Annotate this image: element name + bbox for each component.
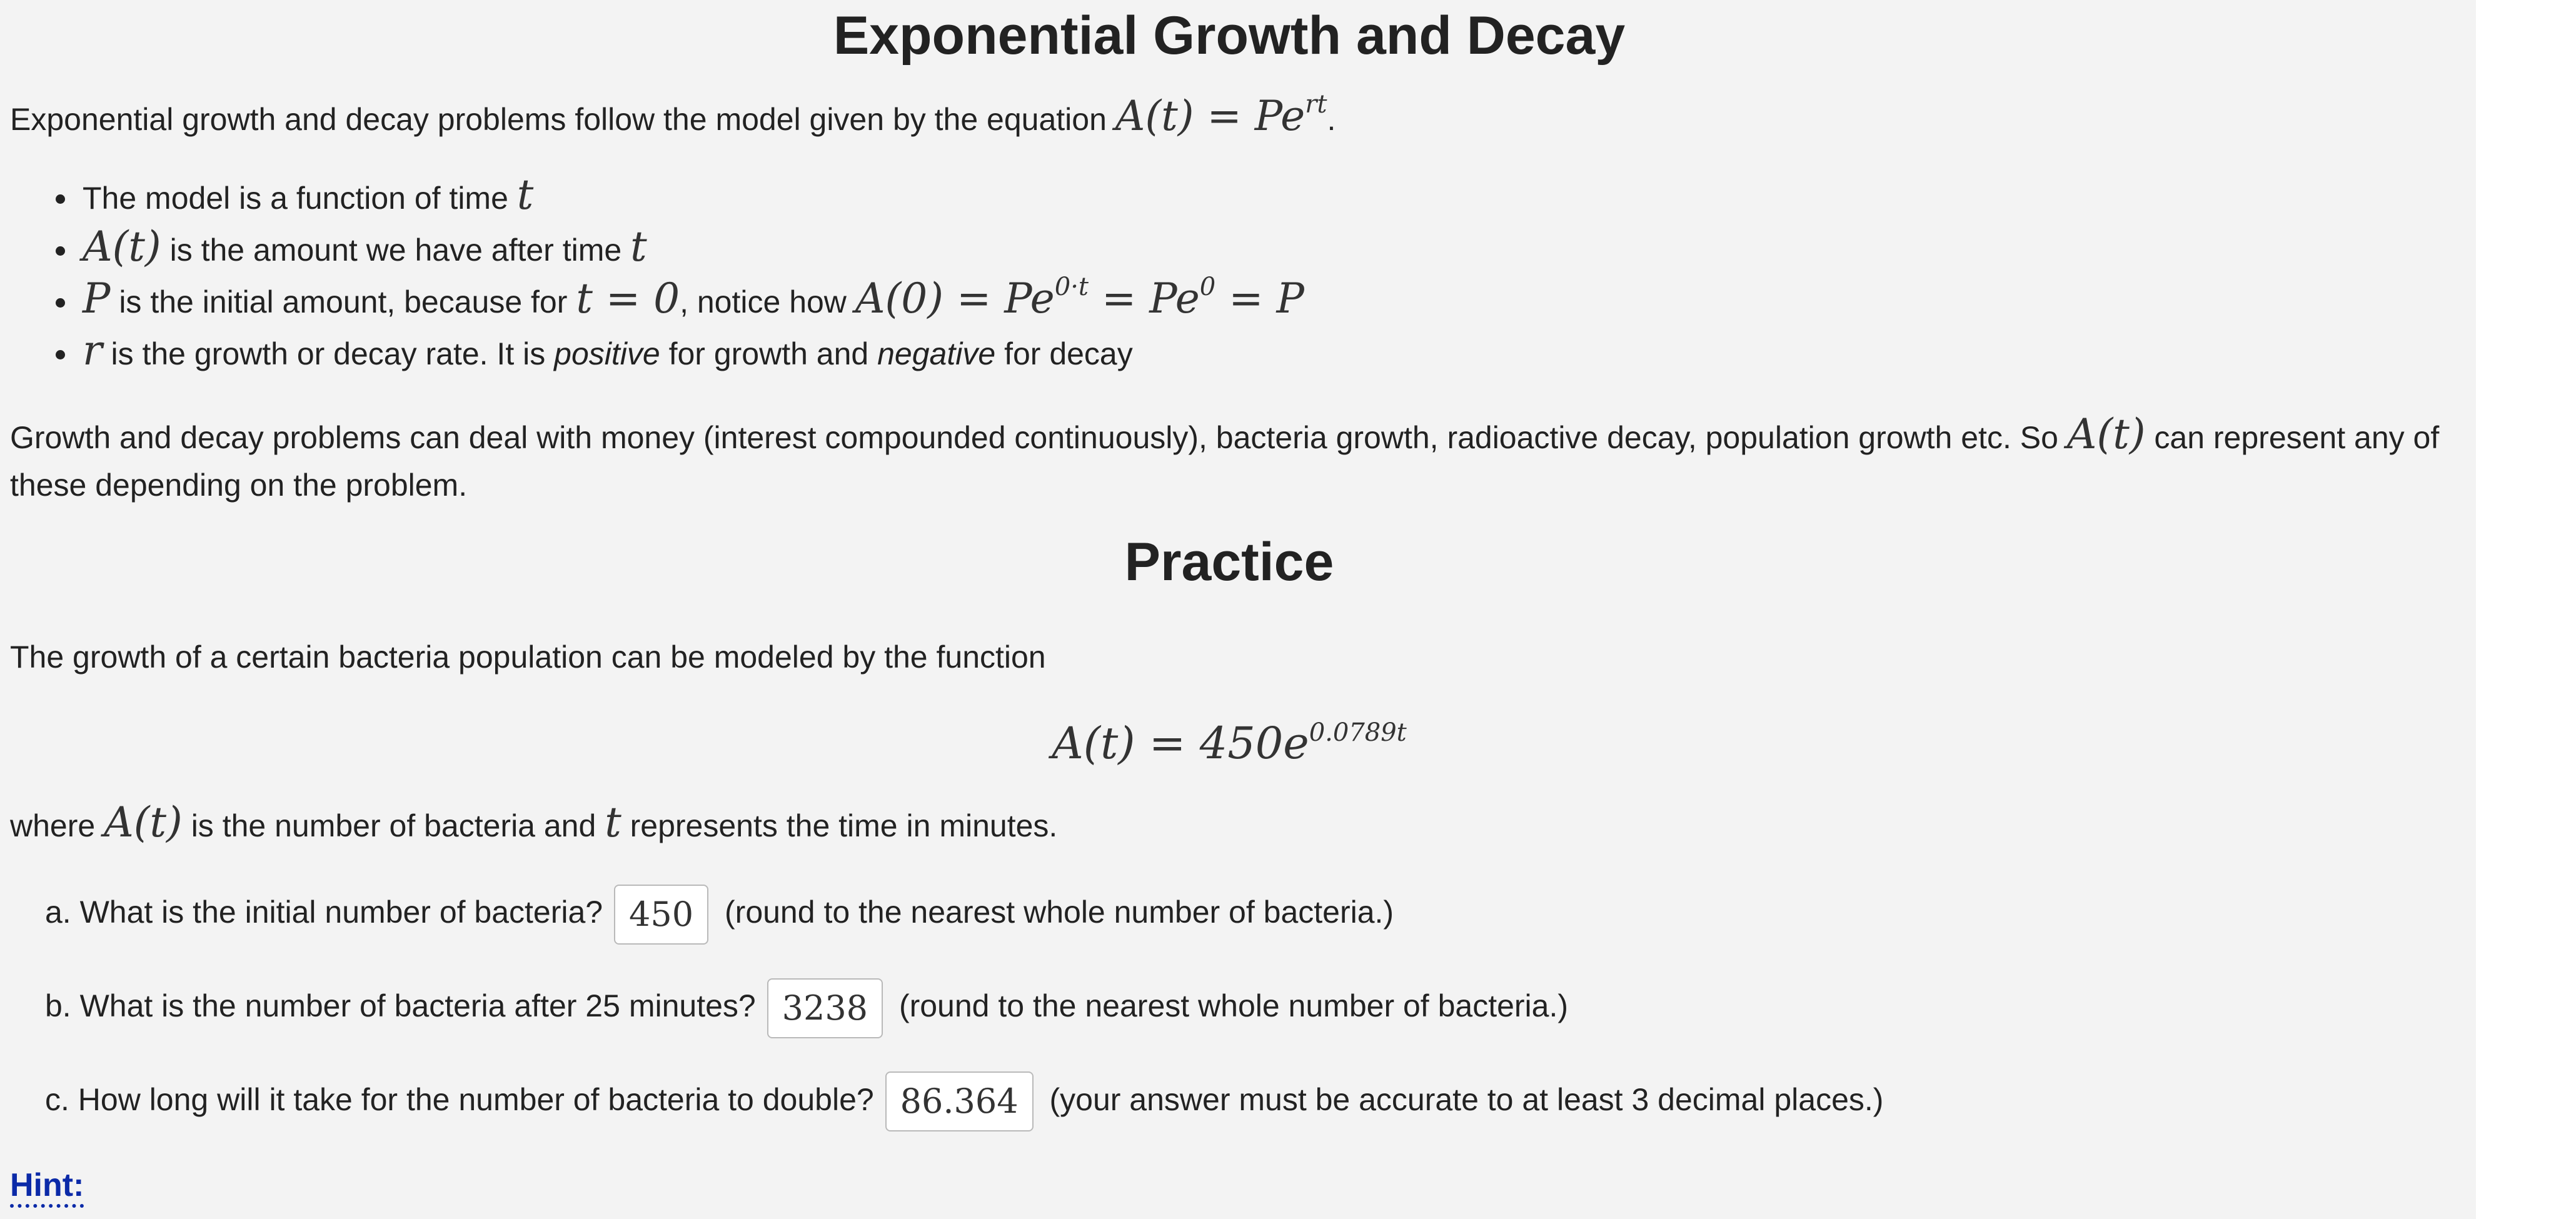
practice-heading: Practice [1124,532,1334,592]
list-item [79,274,2448,326]
list-item [79,171,2448,223]
question-b [10,976,2448,1038]
answer-input-b[interactable]: 3238 [767,978,883,1038]
question-label: c. How long will it take for the number of bacteria to double? [45,1081,874,1117]
intro-paragraph [10,85,2448,147]
list-item [79,223,2448,274]
question-note: (round to the nearest whole number of bacteria.) [898,988,1568,1023]
math-expression: A(t) [83,223,161,271]
question-c [10,1070,2448,1132]
math-variable: t [516,171,534,219]
math-exponent: 0 [1199,273,1216,301]
equation-exponent: 0.0789t [1309,718,1407,747]
answer-input-c[interactable]: 86.364 [885,1071,1034,1131]
question-label: a. What is the initial number of bacteria? [45,895,603,930]
question-note: (your answer must be accurate to at least 3 decimal places.) [1049,1081,1884,1117]
math-part: = P [1229,274,1304,323]
applications-paragraph [10,411,2448,509]
question-note: (round to the nearest whole number of bacteria.) [725,895,1394,930]
growth-model-equation [1052,718,1407,769]
intro-equation-base: A(t) = Pe [1115,92,1306,140]
where-text: represents the time in minutes. [630,808,1058,843]
bullet-text: , notice how [680,284,847,319]
bullet-text: The model is a function of time [83,181,508,216]
problem-statement: The growth of a certain bacteria population can be modeled by the function [10,640,1046,675]
math-part: A(0) = Pe [855,274,1055,323]
page-content [10,0,2448,1209]
bullet-text: is the initial amount, because for [119,284,568,319]
math-variable: t [605,798,621,846]
bullet-text: is the amount we have after time [169,233,622,268]
initial-amount-equation [855,274,1304,323]
bullet-text: for growth and [668,336,869,371]
intro-equation [1115,92,1327,140]
hint-link[interactable]: Hint: [10,1166,84,1208]
where-text: where [10,808,96,843]
model-bullet-list [10,171,2448,378]
math-expression: t = 0 [576,274,680,323]
where-text: is the number of bacteria and [191,808,596,843]
paragraph-text: Growth and decay problems can deal with money (interest compounded continuously), bacteria growth, radioactive decay, population growth etc. So [10,420,2058,455]
intro-period: . [1327,102,1336,137]
question-a [10,882,2448,945]
math-variable: t [630,223,647,271]
intro-equation-exponent: rt [1305,90,1327,119]
variable-definitions [10,791,2448,853]
paragraph-text: can represent any of these depending on the problem. [10,420,2440,503]
math-part: = Pe [1101,274,1200,323]
math-variable: r [83,326,103,374]
list-item [79,326,2448,378]
intro-text: Exponential growth and decay problems follow the model given by the equation [10,102,1107,137]
math-expression: A(t) [2066,410,2146,458]
answer-input-a[interactable]: 450 [614,885,708,945]
display-equation [10,712,2448,779]
emphasis-negative: negative [877,336,996,371]
question-label: b. What is the number of bacteria after 25 minutes? [45,988,756,1023]
equation-base: A(t) = 450e [1052,718,1309,769]
math-exponent: 0·t [1054,273,1089,301]
bullet-text: is the growth or decay rate. It is [111,336,546,371]
page-title: Exponential Growth and Decay [833,6,1626,66]
math-variable: P [83,274,111,323]
bullet-text: for decay [1004,336,1133,371]
emphasis-positive: positive [554,336,660,371]
math-expression: A(t) [104,798,183,846]
